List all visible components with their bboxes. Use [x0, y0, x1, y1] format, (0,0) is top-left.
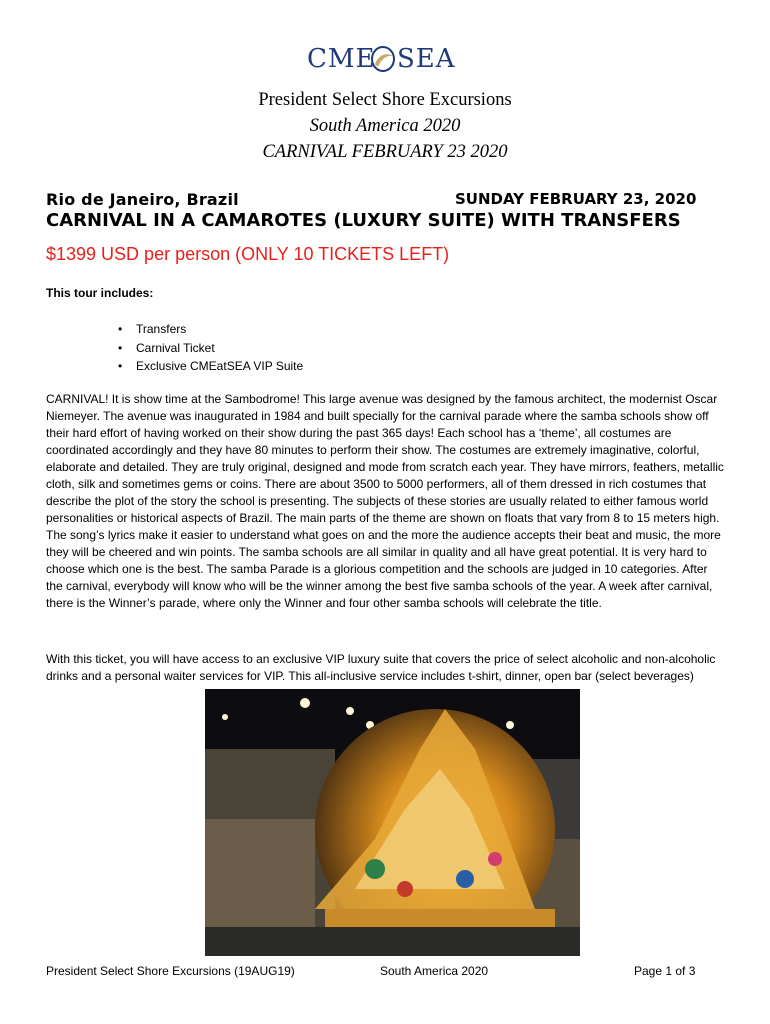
ticket-paragraph: With this ticket, you will have access to an exclusive VIP luxury suite that covers the price of select alcoholic and non-alcoholic drinks and a personal waiter services for VIP. This all-inclusive service includes t-shirt, dinner, open bar (select beverages) [46, 652, 716, 683]
excursion-heading: CARNIVAL IN A CAMAROTES (LUXURY SUITE) WITH TRANSFERS [46, 210, 681, 231]
logo-at-icon [369, 42, 397, 74]
description-paragraph: CARNIVAL! It is show time at the Sambodrome! This large avenue was designed by the famous architect, the modernist Oscar Niemeyer. The avenue was inaugurated in 1984 and built specially for the carnival parade where the samba schools show off their hard effort of having worked on their show during the past 365 days! Each school has a ‘theme’, all costumes are coordinated accordingly and they have 80 minutes to perform their show. The costumes are extremely imaginative, colorful, elaborate and detailed. They are truly original, designed and mode from scratch each year. They have mirrors, feathers, metallic cloth, silk and sometimes gems or coins. There are about 3500 to 5000 performers, all of them dressed in rich costumes that describe the plot of the story the school is presenting. The subjects of these stories are usually related to either famous world personalities or historical aspects of Brazil. The main parts of the theme are shown on floats that vary from 8 to 15 meters high. The song’s lyrics make it easier to understand what goes on and the more the audience accepts their beat and music, the more they will be cheered and win points. The samba schools are all similar in quality and all have great potential. It is very hard to choose which one is the best. The samba Parade is a glorious competition and the schools are judged in 10 categories. After the carnival, everybody will know who will be the winner among the best five samba schools of the year. A week after carnival, there is the Winner’s parade, where only the Winner and four other samba schools will celebrate the title. [46, 392, 724, 610]
logo-text-right: SEA [397, 44, 456, 74]
document-subtitle: South America 2020 [309, 116, 461, 136]
carnival-float-photo [205, 689, 580, 956]
document-title: President Select Shore Excursions [258, 90, 512, 110]
logo-text-left: CME [307, 44, 376, 74]
includes-label: This tour includes: [46, 286, 154, 300]
list-item: • Exclusive CMEatSEA VIP Suite [118, 357, 303, 376]
excursion-price: $1399 USD per person (ONLY 10 TICKETS LEFT) [46, 244, 450, 264]
excursion-date: SUNDAY FEBRUARY 23, 2020 [455, 190, 697, 208]
list-item: • Carnival Ticket [118, 339, 303, 358]
footer-left: President Select Shore Excursions (19AUG19) [46, 964, 295, 978]
footer-center: South America 2020 [380, 964, 489, 978]
list-item: • Transfers [118, 320, 303, 339]
page-number: Page 1 of 3 [634, 964, 696, 978]
carnival-photo-image [205, 689, 580, 956]
excursion-location: Rio de Janeiro, Brazil [46, 190, 239, 209]
document-event-date: CARNIVAL FEBRUARY 23 2020 [262, 142, 508, 162]
cmeatsea-logo [305, 40, 465, 80]
includes-list [118, 320, 303, 376]
